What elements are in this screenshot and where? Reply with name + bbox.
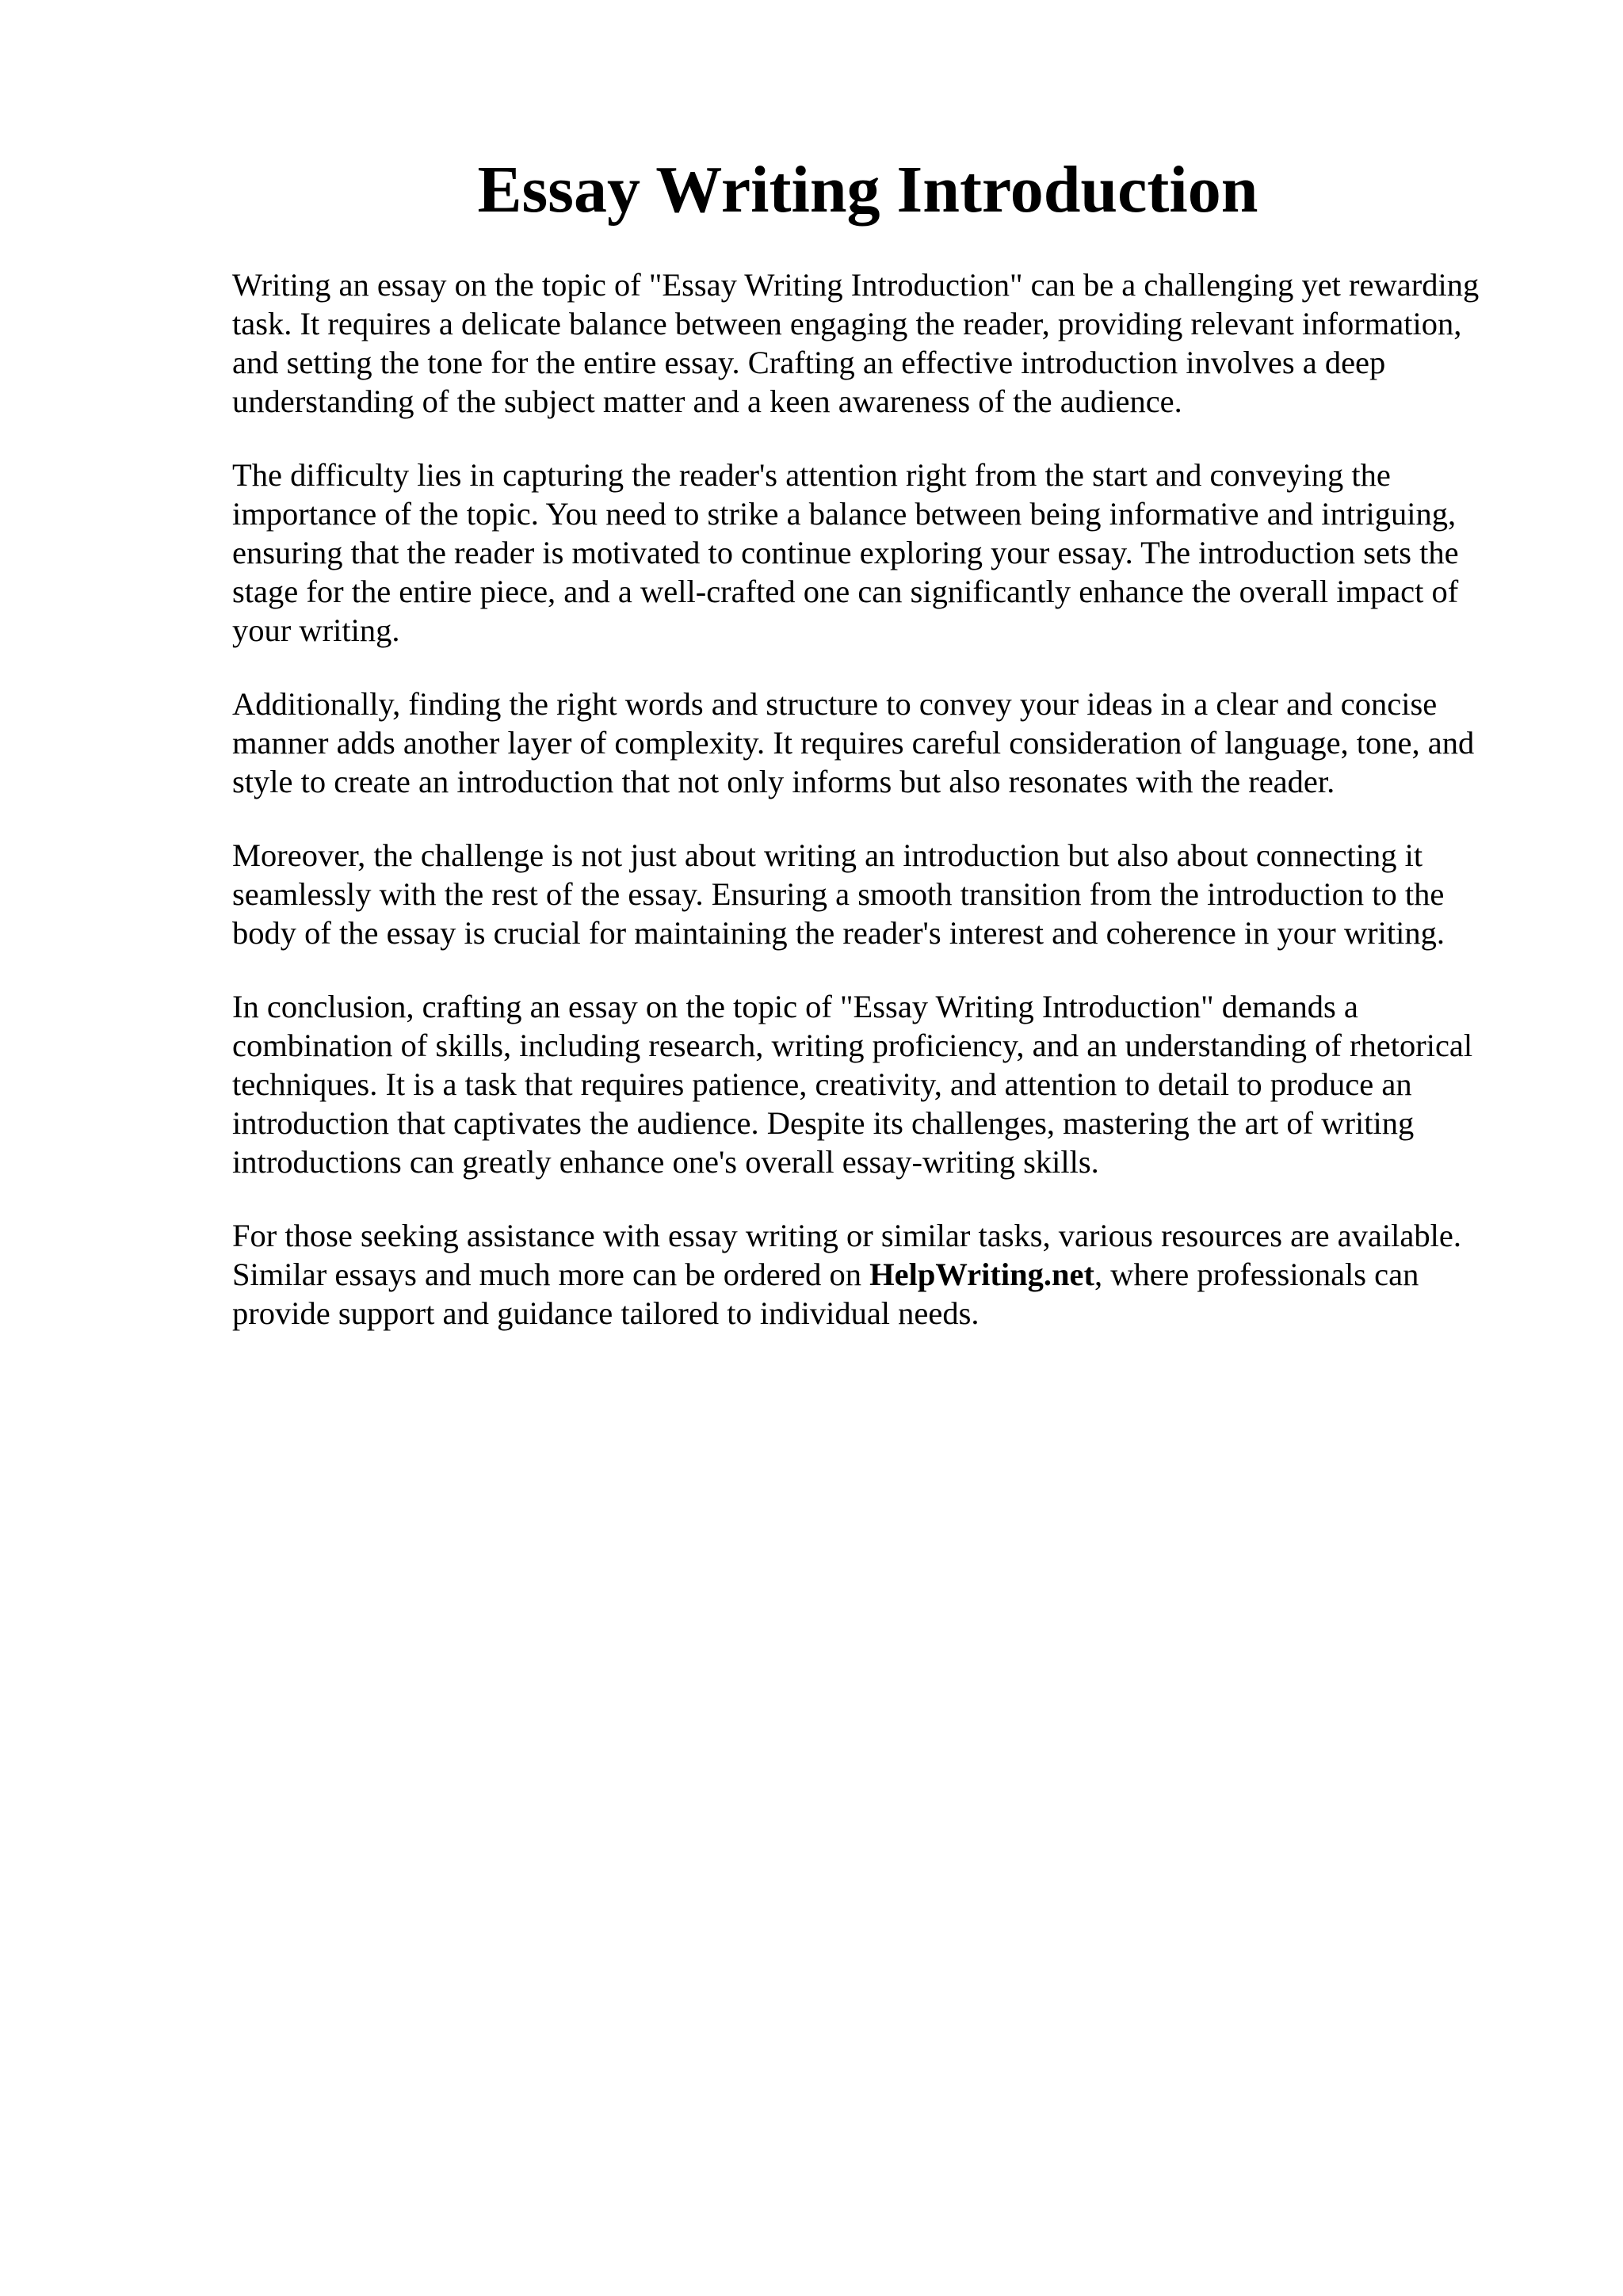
text-line: task. It requires a delicate balance between engaging the reader, providing relevant information,	[232, 306, 1462, 341]
text-line-with-brand	[232, 1255, 1564, 1294]
text-line: Writing an essay on the topic of "Essay Writing Introduction" can be a challenging yet rewarding	[232, 267, 1480, 303]
paragraph-2	[232, 456, 1564, 650]
text-line: In conclusion, crafting an essay on the topic of "Essay Writing Introduction" demands a	[232, 989, 1358, 1024]
paragraph-1	[232, 265, 1564, 421]
essay-body	[232, 265, 1564, 1367]
text-line: importance of the topic. You need to strike a balance between being informative and intriguing,	[232, 496, 1457, 532]
text-segment: , where professionals can	[1094, 1257, 1419, 1292]
text-line: introduction that captivates the audience. Despite its challenges, mastering the art of writing	[232, 1105, 1415, 1141]
text-line: provide support and guidance tailored to individual needs.	[232, 1295, 980, 1331]
text-line: manner adds another layer of complexity. It requires careful consideration of language, tone, and	[232, 725, 1475, 761]
text-line: introductions can greatly enhance one's overall essay-writing skills.	[232, 1144, 1099, 1180]
text-line: For those seeking assistance with essay writing or similar tasks, various resources are available.	[232, 1218, 1461, 1253]
text-segment: Similar essays and much more can be ordered on	[232, 1257, 870, 1292]
text-line: understanding of the subject matter and a keen awareness of the audience.	[232, 383, 1182, 419]
text-line: Additionally, finding the right words and structure to convey your ideas in a clear and concise	[232, 686, 1438, 722]
helpwriting-link-text: HelpWriting.net	[869, 1257, 1095, 1292]
text-line: combination of skills, including research, writing proficiency, and an understanding of rhetorical	[232, 1028, 1473, 1063]
text-line: seamlessly with the rest of the essay. Ensuring a smooth transition from the introduction to the	[232, 876, 1445, 912]
paragraph-3	[232, 685, 1564, 801]
closing-paragraph	[232, 1216, 1564, 1333]
text-line: ensuring that the reader is motivated to continue exploring your essay. The introduction sets the	[232, 535, 1459, 570]
text-line: techniques. It is a task that requires patience, creativity, and attention to detail to produce an	[232, 1066, 1412, 1102]
text-line: The difficulty lies in capturing the reader's attention right from the start and conveying the	[232, 457, 1391, 493]
page-title: Essay Writing Introduction	[477, 153, 1258, 227]
paragraph-4	[232, 836, 1564, 952]
text-line: Moreover, the challenge is not just about writing an introduction but also about connecting it	[232, 837, 1423, 873]
text-line: stage for the entire piece, and a well-crafted one can significantly enhance the overall impact of	[232, 574, 1459, 609]
text-line: style to create an introduction that not only informs but also resonates with the reader.	[232, 764, 1335, 799]
text-line: body of the essay is crucial for maintaining the reader's interest and coherence in your writing.	[232, 915, 1445, 951]
text-line: your writing.	[232, 612, 400, 648]
paragraph-5	[232, 987, 1564, 1181]
text-line: and setting the tone for the entire essay. Crafting an effective introduction involves a deep	[232, 345, 1386, 380]
